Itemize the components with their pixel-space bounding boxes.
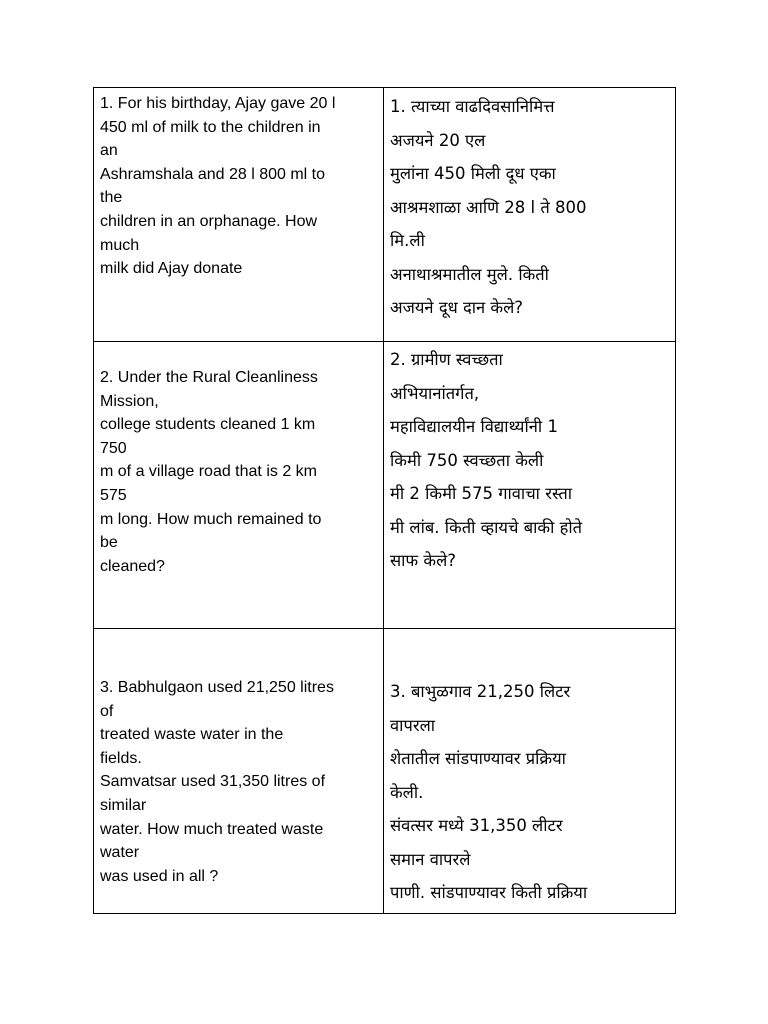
question-row-3 (94, 629, 676, 914)
question-row-2 (94, 342, 676, 629)
english-question-3: 3. Babhulgaon used 21,250 litres of treated waste water in the fields. Samvatsar used 31,350 litres of similar water. How much treated waste water was used in all ? (100, 679, 334, 885)
english-cell-3 (94, 629, 384, 914)
english-question-2: 2. Under the Rural Cleanliness Mission, college students cleaned 1 km 750 m of a village road that is 2 km 575 m long. How much remained to be cleaned? (100, 369, 322, 575)
bilingual-question-table (93, 87, 676, 914)
english-cell-2 (94, 342, 384, 629)
marathi-cell-3 (384, 629, 676, 914)
marathi-cell-2 (384, 342, 676, 629)
english-cell-1 (94, 88, 384, 342)
marathi-cell-1 (384, 88, 676, 342)
english-question-1: 1. For his birthday, Ajay gave 20 l 450 ml of milk to the children in an Ashramshala and 28 l 800 ml to the children in an orphanage. How much milk did Ajay donate (100, 95, 336, 278)
question-row-1 (94, 88, 676, 342)
marathi-question-1: 1. त्याच्या वाढदिवसानिमित्त अजयने 20 एल मुलांना 450 मिली दूध एका आश्रमशाळा आणि 28 l ते 800 मि.ली अनाथाश्रमातील मुले. किती अजयने दूध दान केले? (390, 97, 587, 317)
marathi-question-2: 2. ग्रामीण स्वच्छता अभियानांतर्गत, महाविद्यालयीन विद्यार्थ्यांनी 1 किमी 750 स्वच्छता केली मी 2 किमी 575 गावाचा रस्ता मी लांब. किती व्हायचे बाकी होते साफ केले? (390, 350, 583, 570)
marathi-question-3: 3. बाभुळगाव 21,250 लिटर वापरला शेतातील सांडपाण्यावर प्रक्रिया केली. संवत्सर मध्ये 31,350 लीटर समान वापरले पाणी. सांडपाण्यावर किती प्रक्रिया (390, 682, 588, 902)
